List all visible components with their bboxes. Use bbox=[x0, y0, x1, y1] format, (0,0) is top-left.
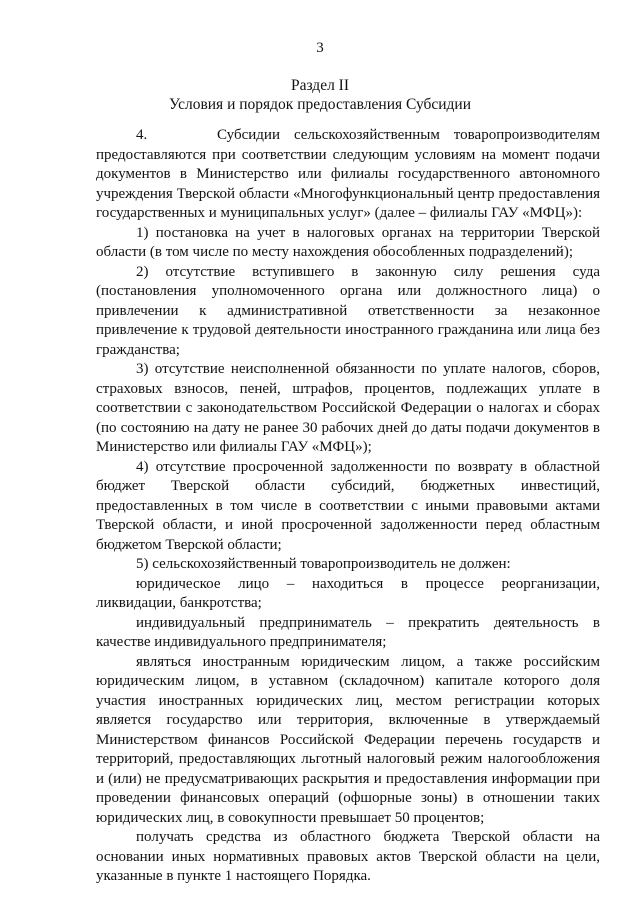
paragraph-other-funds: получать средства из областного бюджета Тверской области на основании иных нормативных правовых актов Тверской области на цели, указанные в пункте 1 настоящего Порядка. bbox=[96, 829, 600, 884]
paragraph-condition-5: 5) сельскохозяйственный товаропроизводитель не должен: bbox=[136, 556, 511, 572]
paragraph-foreign-entity: являться иностранным юридическим лицом, а также российским юридическим лицом, в уставном (складочном) капитале которого доля участия иностранных юридических лиц, местом регистрации которых является государство или территория, включенные в утверждаемый Министерством финансов Российской Федерации перечень государств и территорий, предоставляющих льготный налоговый режим налогообложения и (или) не предусматривающих раскрытия и предоставления информации при проведении финансовых операций (офшорные зоны) в отношении таких юридических лиц, в совокупности превышает 50 процентов; bbox=[96, 653, 600, 826]
section-heading: Раздел II bbox=[290, 77, 350, 94]
paragraph-condition-1: 1) постановка на учет в налоговых органах на территории Тверской области (в том числе по месту нахождения обособленных подразделений); bbox=[96, 224, 600, 260]
paragraph-condition-4: 4) отсутствие просроченной задолженности по возврату в областной бюджет Тверской области субсидий, бюджетных инвестиций, предоставленных в том числе в соответствии с иными правовыми актами Тверской области, и иной просроченной задолженности перед областным бюджетом Тверской области; bbox=[96, 458, 600, 553]
section-header bbox=[0, 76, 640, 114]
document-body bbox=[96, 126, 600, 887]
paragraph-condition-2: 2) отсутствие вступившего в законную силу решения суда (постановления уполномоченного органа или должностного лица) о привлечении к административной ответственности за незаконное привлечение к трудовой деятельности иностранного гражданина или лица без гражданства; bbox=[96, 263, 600, 358]
paragraph-condition-3: 3) отсутствие неисполненной обязанности по уплате налогов, сборов, страховых взносов, пеней, штрафов, процентов, подлежащих уплате в соответствии с законодательством Российской Федерации о налогах и сборах (по состоянию на дату не ранее 30 рабочих дней до даты подачи документов в Министерство или филиалы ГАУ «МФЦ»); bbox=[96, 361, 600, 455]
page-number: 3 bbox=[316, 40, 324, 56]
section-title: Условия и порядок предоставления Субсидии bbox=[168, 96, 472, 113]
paragraph-legal-entity: юридическое лицо – находиться в процессе реорганизации, ликвидации, банкротства; bbox=[96, 575, 600, 611]
paragraph-entrepreneur: индивидуальный предприниматель – прекратить деятельность в качестве индивидуального предпринимателя; bbox=[96, 614, 600, 650]
paragraph-clause-4: 4. Субсидии сельскохозяйственным товаропроизводителям предоставляются при соответствии следующим условиям на момент подачи документов в Министерство или филиалы государственного автономного учреждения Тверской области «Многофункциональный центр предоставления государственных и муниципальных услуг» (далее – филиалы ГАУ «МФЦ»): bbox=[96, 127, 600, 221]
